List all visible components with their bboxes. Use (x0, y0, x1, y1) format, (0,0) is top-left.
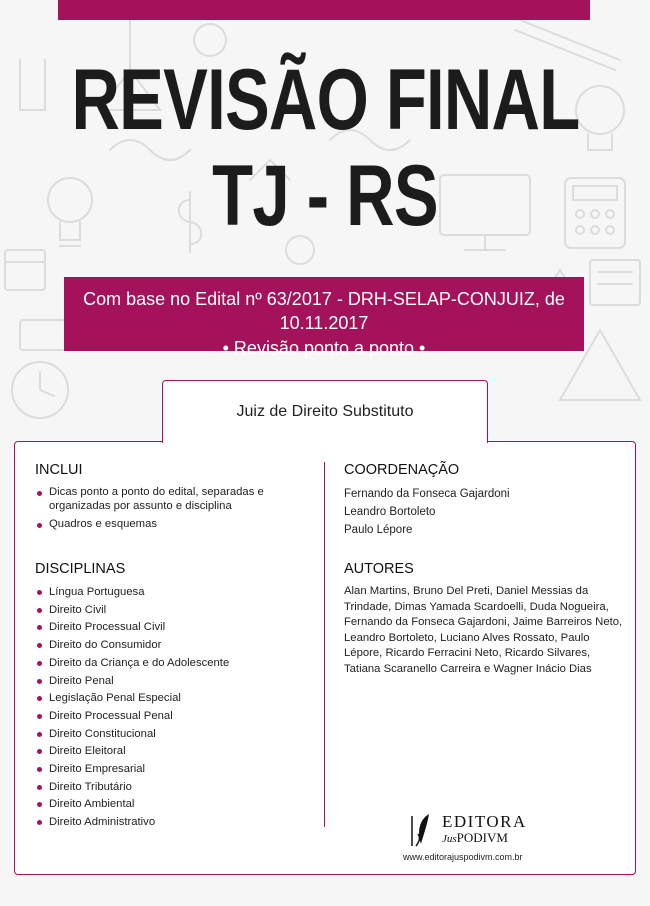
list-item: Direito Tributário (35, 779, 305, 797)
list-item: Quadros e esquemas (35, 517, 305, 531)
list-item: Direito Penal (35, 673, 305, 691)
book-title (72, 52, 579, 244)
edital-banner (64, 277, 584, 358)
column-divider (324, 462, 325, 827)
authors-text: Alan Martins, Bruno Del Preti, Daniel Messias da Trindade, Dimas Yamada Scardoelli, Duda Nogueira, Fernando da Fonseca Gajardoni, Jaime Barreiros Neto, Leandro Bortoleto, Luciano Alves Rossato, Paulo Lépore, Ricardo Ferracini Neto, Ricardo Silvares, Tatiana Scaranello Carreira e Wagner Inácio Dias (344, 585, 623, 675)
right-column (344, 462, 624, 677)
edital-reference: Com base no Edital nº 63/2017 - DRH-SELAP-CONJUIZ, de 10.11.2017 (83, 289, 565, 333)
publisher-logo (403, 812, 609, 862)
edital-tagline: • Revisão ponto a ponto • (222, 338, 426, 358)
list-item: Direito Constitucional (35, 726, 305, 744)
cargo-tab (162, 380, 488, 443)
list-item: Direito da Criança e do Adolescente (35, 655, 305, 673)
disciplinas-heading: DISCIPLINAS (35, 561, 126, 577)
coordenacao-heading: COORDENAÇÃO (344, 462, 460, 478)
coordinator-name: Paulo Lépore (344, 524, 413, 536)
left-column (35, 462, 305, 832)
publisher-subname (442, 830, 508, 846)
cargo-label: Juiz de Direito Substituto (236, 403, 414, 420)
list-item: Direito do Consumidor (35, 637, 305, 655)
content-panel (14, 441, 636, 875)
inclui-heading: INCLUI (35, 462, 83, 478)
list-item: Dicas ponto a ponto do edital, separadas e organizadas por assunto e disciplina (35, 485, 305, 513)
list-item: Direito Eleitoral (35, 743, 305, 761)
list-item: Direito Civil (35, 602, 305, 620)
list-item: Direito Processual Penal (35, 708, 305, 726)
list-item: Direito Empresarial (35, 761, 305, 779)
publisher-sub-prefix: Jus (442, 833, 457, 845)
title-line-1: REVISÃO FINAL (71, 52, 580, 148)
list-item: Língua Portuguesa (35, 584, 305, 602)
publisher-url[interactable]: www.editorajuspodivm.com.br (403, 852, 523, 862)
autores-heading: AUTORES (344, 561, 414, 577)
quill-icon (409, 812, 435, 848)
list-item: Legislação Penal Especial (35, 690, 305, 708)
list-item: Direito Administrativo (35, 814, 305, 832)
list-item: Direito Ambiental (35, 796, 305, 814)
publisher-sub: PODIVM (456, 830, 508, 845)
tab-joint (164, 439, 485, 444)
top-accent-bar (58, 0, 590, 20)
coordinator-name: Leandro Bortoleto (344, 506, 436, 518)
publisher-name: EDITORA (442, 812, 527, 831)
list-item: Direito Processual Civil (35, 619, 305, 637)
title-line-2: TJ - RS (212, 148, 438, 244)
inclui-list (35, 485, 305, 531)
disciplinas-list (35, 584, 305, 832)
coordinator-name: Fernando da Fonseca Gajardoni (344, 488, 510, 500)
